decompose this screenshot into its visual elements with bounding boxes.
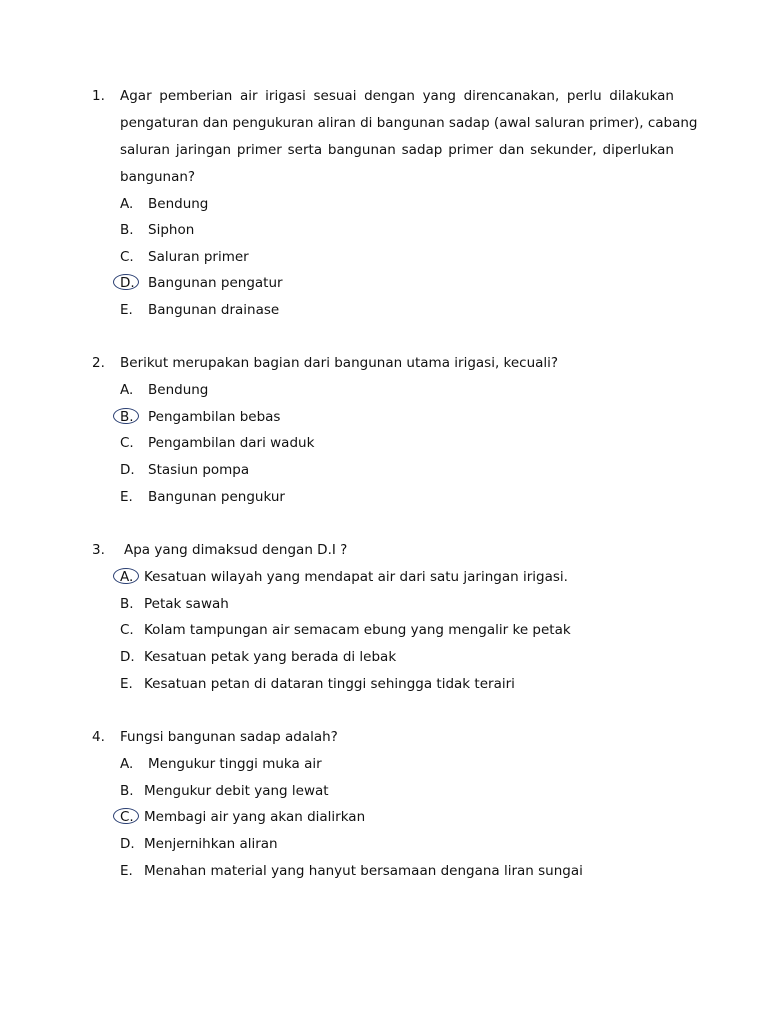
option-text: Bangunan pengukur — [148, 489, 285, 505]
option-text: Stasiun pompa — [148, 462, 250, 478]
option-letter: E. — [120, 302, 133, 318]
option-text: Kesatuan petak yang berada di lebak — [144, 649, 397, 665]
option-letter: B. — [120, 596, 134, 612]
option-letter: E. — [120, 676, 133, 692]
question-stem-line: Berikut merupakan bagian dari bangunan utama irigasi, kecuali? — [120, 355, 559, 371]
option-text: Saluran primer — [148, 249, 249, 265]
option-text: Petak sawah — [144, 596, 229, 612]
option-text: Siphon — [148, 222, 195, 238]
question-number: 1. — [92, 88, 105, 104]
option-letter: D. — [120, 649, 135, 665]
option-letter: B. — [120, 409, 134, 425]
option-text: Mengukur debit yang lewat — [144, 783, 329, 799]
option-letter: D. — [120, 836, 135, 852]
option-text: Pengambilan bebas — [148, 409, 281, 425]
option-text: Bangunan drainase — [148, 302, 280, 318]
option-letter: A. — [120, 382, 134, 398]
option-letter: A. — [120, 756, 134, 772]
option-text: Kesatuan wilayah yang mendapat air dari satu jaringan irigasi. — [144, 569, 568, 585]
option-letter: B. — [120, 783, 134, 799]
option-letter: C. — [120, 622, 134, 638]
option-text: Mengukur tinggi muka air — [148, 756, 322, 772]
question-stem-line: pengaturan dan pengukuran aliran di bangunan sadap (awal saluran primer), cabang — [120, 115, 698, 131]
option-text: Bendung — [148, 382, 209, 398]
option-text: Menjernihkan aliran — [144, 836, 278, 852]
question-stem-line: Apa yang dimaksud dengan D.I ? — [124, 542, 348, 558]
option-letter: C. — [120, 435, 134, 451]
question-stem-line: bangunan? — [120, 169, 196, 185]
option-letter: C. — [120, 249, 134, 265]
question-stem-line: Agar pemberian air irigasi sesuai dengan yang direncanakan, perlu dilakukan — [120, 88, 674, 104]
option-letter: C. — [120, 809, 134, 825]
option-letter: A. — [120, 569, 134, 585]
question-stem-line: Fungsi bangunan sadap adalah? — [120, 729, 338, 745]
option-text: Kolam tampungan air semacam ebung yang mengalir ke petak — [144, 622, 571, 638]
option-letter: A. — [120, 196, 134, 212]
option-text: Kesatuan petan di dataran tinggi sehingga tidak terairi — [144, 676, 515, 692]
option-letter: E. — [120, 489, 133, 505]
option-text: Membagi air yang akan dialirkan — [144, 809, 366, 825]
question-number: 2. — [92, 355, 105, 371]
question-number: 3. — [92, 542, 105, 558]
option-letter: B. — [120, 222, 134, 238]
option-letter: D. — [120, 275, 135, 291]
option-text: Bangunan pengatur — [148, 275, 283, 291]
option-letter: E. — [120, 863, 133, 879]
option-text: Menahan material yang hanyut bersamaan dengana liran sungai — [144, 863, 583, 879]
option-text: Bendung — [148, 196, 209, 212]
option-letter: D. — [120, 462, 135, 478]
question-stem-line: saluran jaringan primer serta bangunan sadap primer dan sekunder, diperlukan — [120, 142, 674, 158]
option-text: Pengambilan dari waduk — [148, 435, 315, 451]
question-number: 4. — [92, 729, 105, 745]
